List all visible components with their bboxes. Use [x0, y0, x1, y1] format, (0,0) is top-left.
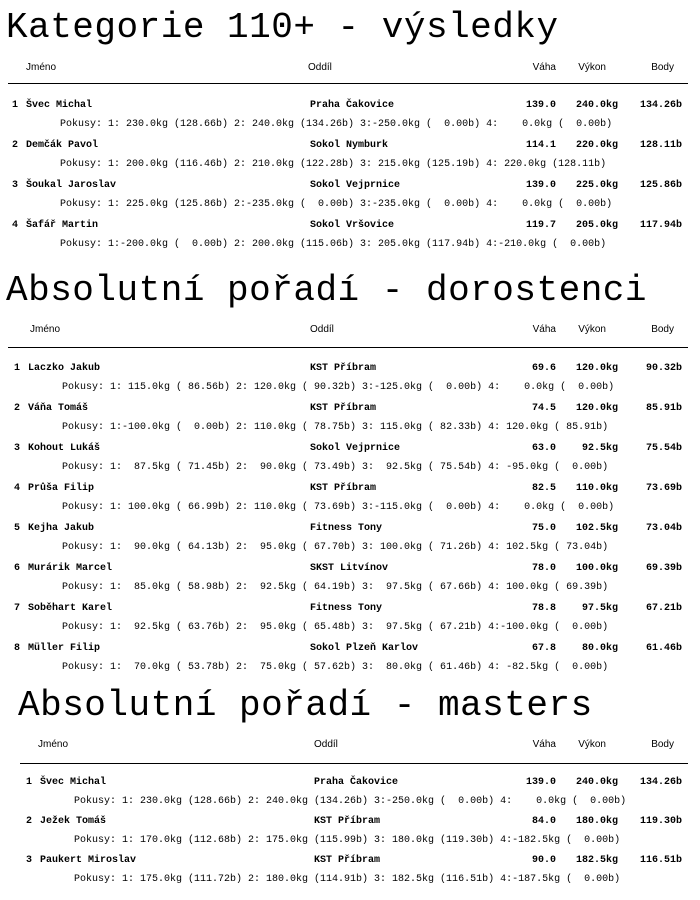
header-weight: Váha: [532, 324, 556, 335]
header-club: Oddíl: [308, 62, 332, 73]
body-weight: 139.0: [525, 180, 556, 191]
rank: 7: [14, 603, 21, 614]
attempts-line: Pokusy: 1: 87.5kg ( 71.45b) 2: 90.0kg ( 73.49b) 3: 92.5kg ( 75.54b) 4: -95.0kg ( 0.00b): [62, 462, 609, 473]
body-weight: 114.1: [525, 140, 556, 151]
body-weight: 139.0: [525, 777, 556, 788]
body-weight: 69.6: [531, 363, 556, 374]
club-name: KST Příbram: [310, 483, 377, 494]
header-name: Jméno: [26, 62, 57, 73]
attempts-line: Pokusy: 1: 225.0kg (125.86b) 2:-235.0kg ( 0.00b) 3:-235.0kg ( 0.00b) 4: 0.0kg ( 0.00b): [60, 199, 613, 210]
athlete-name: Šoukal Jaroslav: [26, 180, 117, 191]
lift-result: 180.0kg: [575, 816, 618, 827]
rank: 3: [14, 443, 21, 454]
lift-result: 225.0kg: [575, 180, 618, 191]
attempts-line: Pokusy: 1: 230.0kg (128.66b) 2: 240.0kg (134.26b) 3:-250.0kg ( 0.00b) 4: 0.0kg ( 0.00b): [74, 796, 627, 807]
attempts-line: Pokusy: 1: 230.0kg (128.66b) 2: 240.0kg (134.26b) 3:-250.0kg ( 0.00b) 4: 0.0kg ( 0.00b): [60, 119, 613, 130]
club-name: SKST Litvínov: [310, 563, 389, 574]
athlete-name: Demčák Pavol: [26, 140, 99, 151]
club-name: KST Příbram: [310, 403, 377, 414]
header-rule: [8, 347, 688, 348]
attempts-line: Pokusy: 1: 90.0kg ( 64.13b) 2: 95.0kg ( 67.70b) 3: 100.0kg ( 71.26b) 4: 102.5kg ( 73.04b): [62, 542, 609, 553]
attempts-line: Pokusy: 1: 175.0kg (111.72b) 2: 180.0kg (114.91b) 3: 182.5kg (116.51b) 4:-187.5kg ( 0.00b): [74, 874, 621, 885]
club-name: KST Příbram: [314, 816, 381, 827]
points-total: 69.39b: [645, 563, 682, 574]
header-name: Jméno: [30, 324, 61, 335]
athlete-name: Švec Michal: [26, 100, 93, 111]
club-name: KST Příbram: [310, 363, 377, 374]
header-rule: [8, 83, 688, 84]
header-name: Jméno: [38, 739, 69, 750]
body-weight: 74.5: [531, 403, 556, 414]
athlete-name: Šafář Martin: [26, 220, 99, 231]
header-result: Výkon: [578, 739, 606, 750]
rank: 1: [12, 100, 19, 111]
points-total: 73.69b: [645, 483, 682, 494]
club-name: Sokol Nymburk: [310, 140, 389, 151]
rank: 5: [14, 523, 21, 534]
rank: 1: [26, 777, 33, 788]
points-total: 125.86b: [639, 180, 682, 191]
points-total: 73.04b: [645, 523, 682, 534]
points-total: 90.32b: [645, 363, 682, 374]
athlete-name: Ježek Tomáš: [40, 816, 107, 827]
club-name: KST Příbram: [314, 855, 381, 866]
attempts-line: Pokusy: 1: 85.0kg ( 58.98b) 2: 92.5kg ( 64.19b) 3: 97.5kg ( 67.66b) 4: 100.0kg ( 69.39b): [62, 582, 609, 593]
body-weight: 82.5: [531, 483, 556, 494]
club-name: Fitness Tony: [310, 523, 383, 534]
attempts-line: Pokusy: 1: 70.0kg ( 53.78b) 2: 75.0kg ( 57.62b) 3: 80.0kg ( 61.46b) 4: -82.5kg ( 0.00b): [62, 662, 609, 673]
body-weight: 84.0: [531, 816, 556, 827]
points-total: 117.94b: [639, 220, 682, 231]
body-weight: 67.8: [531, 643, 556, 654]
rank: 3: [26, 855, 33, 866]
lift-result: 92.5kg: [581, 443, 618, 454]
body-weight: 119.7: [525, 220, 556, 231]
header-points: Body: [651, 739, 674, 750]
points-total: 61.46b: [645, 643, 682, 654]
attempts-line: Pokusy: 1:-200.0kg ( 0.00b) 2: 200.0kg (115.06b) 3: 205.0kg (117.94b) 4:-210.0kg ( 0.00b): [60, 239, 607, 250]
header-result: Výkon: [578, 324, 606, 335]
body-weight: 63.0: [531, 443, 556, 454]
rank: 4: [12, 220, 19, 231]
attempts-line: Pokusy: 1: 92.5kg ( 63.76b) 2: 95.0kg ( 65.48b) 3: 97.5kg ( 67.21b) 4:-100.0kg ( 0.00b): [62, 622, 609, 633]
body-weight: 78.0: [531, 563, 556, 574]
attempts-line: Pokusy: 1: 100.0kg ( 66.99b) 2: 110.0kg ( 73.69b) 3:-115.0kg ( 0.00b) 4: 0.0kg ( 0.00b): [62, 502, 615, 513]
athlete-name: Laczko Jakub: [28, 363, 101, 374]
club-name: Sokol Vejprnice: [310, 443, 401, 454]
athlete-name: Váňa Tomáš: [28, 403, 89, 414]
body-weight: 75.0: [531, 523, 556, 534]
lift-result: 240.0kg: [575, 777, 618, 788]
athlete-name: Soběhart Karel: [28, 603, 113, 614]
header-points: Body: [651, 62, 674, 73]
lift-result: 100.0kg: [575, 563, 618, 574]
points-total: 128.11b: [639, 140, 682, 151]
rank: 8: [14, 643, 21, 654]
club-name: Sokol Plzeň Karlov: [310, 643, 419, 654]
points-total: 75.54b: [645, 443, 682, 454]
athlete-name: Müller Filip: [28, 643, 101, 654]
lift-result: 240.0kg: [575, 100, 618, 111]
lift-result: 120.0kg: [575, 363, 618, 374]
header-points: Body: [651, 324, 674, 335]
club-name: Sokol Vejprnice: [310, 180, 401, 191]
athlete-name: Švec Michal: [40, 777, 107, 788]
header-rule: [20, 763, 688, 764]
club-name: Fitness Tony: [310, 603, 383, 614]
athlete-name: Paukert Miroslav: [40, 855, 137, 866]
rank: 2: [26, 816, 33, 827]
header-club: Oddíl: [314, 739, 338, 750]
section-title: Absolutní pořadí - dorostenci: [6, 270, 648, 311]
rank: 6: [14, 563, 21, 574]
rank: 2: [14, 403, 21, 414]
lift-result: 182.5kg: [575, 855, 618, 866]
points-total: 67.21b: [645, 603, 682, 614]
header-result: Výkon: [578, 62, 606, 73]
rank: 1: [14, 363, 21, 374]
body-weight: 139.0: [525, 100, 556, 111]
lift-result: 120.0kg: [575, 403, 618, 414]
athlete-name: Murárik Marcel: [28, 563, 113, 574]
attempts-line: Pokusy: 1: 200.0kg (116.46b) 2: 210.0kg (122.28b) 3: 215.0kg (125.19b) 4: 220.0kg (128.11b): [60, 159, 607, 170]
points-total: 119.30b: [639, 816, 682, 827]
lift-result: 102.5kg: [575, 523, 618, 534]
athlete-name: Kejha Jakub: [28, 523, 95, 534]
rank: 4: [14, 483, 21, 494]
header-weight: Váha: [532, 739, 556, 750]
lift-result: 110.0kg: [575, 483, 618, 494]
points-total: 116.51b: [639, 855, 682, 866]
lift-result: 80.0kg: [581, 643, 618, 654]
club-name: Praha Čakovice: [314, 777, 399, 788]
body-weight: 78.8: [531, 603, 556, 614]
lift-result: 220.0kg: [575, 140, 618, 151]
attempts-line: Pokusy: 1:-100.0kg ( 0.00b) 2: 110.0kg ( 78.75b) 3: 115.0kg ( 82.33b) 4: 120.0kg ( 85.91b): [62, 422, 609, 433]
points-total: 134.26b: [639, 777, 682, 788]
body-weight: 90.0: [531, 855, 556, 866]
section-title: Absolutní pořadí - masters: [18, 685, 593, 726]
header-club: Oddíl: [310, 324, 334, 335]
points-total: 134.26b: [639, 100, 682, 111]
rank: 2: [12, 140, 19, 151]
points-total: 85.91b: [645, 403, 682, 414]
lift-result: 97.5kg: [581, 603, 618, 614]
athlete-name: Průša Filip: [28, 483, 95, 494]
header-weight: Váha: [532, 62, 556, 73]
attempts-line: Pokusy: 1: 115.0kg ( 86.56b) 2: 120.0kg ( 90.32b) 3:-125.0kg ( 0.00b) 4: 0.0kg ( 0.00b): [62, 382, 615, 393]
club-name: Sokol Vršovice: [310, 220, 395, 231]
attempts-line: Pokusy: 1: 170.0kg (112.68b) 2: 175.0kg (115.99b) 3: 180.0kg (119.30b) 4:-182.5kg ( 0.00b): [74, 835, 621, 846]
club-name: Praha Čakovice: [310, 100, 395, 111]
rank: 3: [12, 180, 19, 191]
lift-result: 205.0kg: [575, 220, 618, 231]
section-title: Kategorie 110+ - výsledky: [6, 7, 559, 48]
athlete-name: Kohout Lukáš: [28, 443, 101, 454]
